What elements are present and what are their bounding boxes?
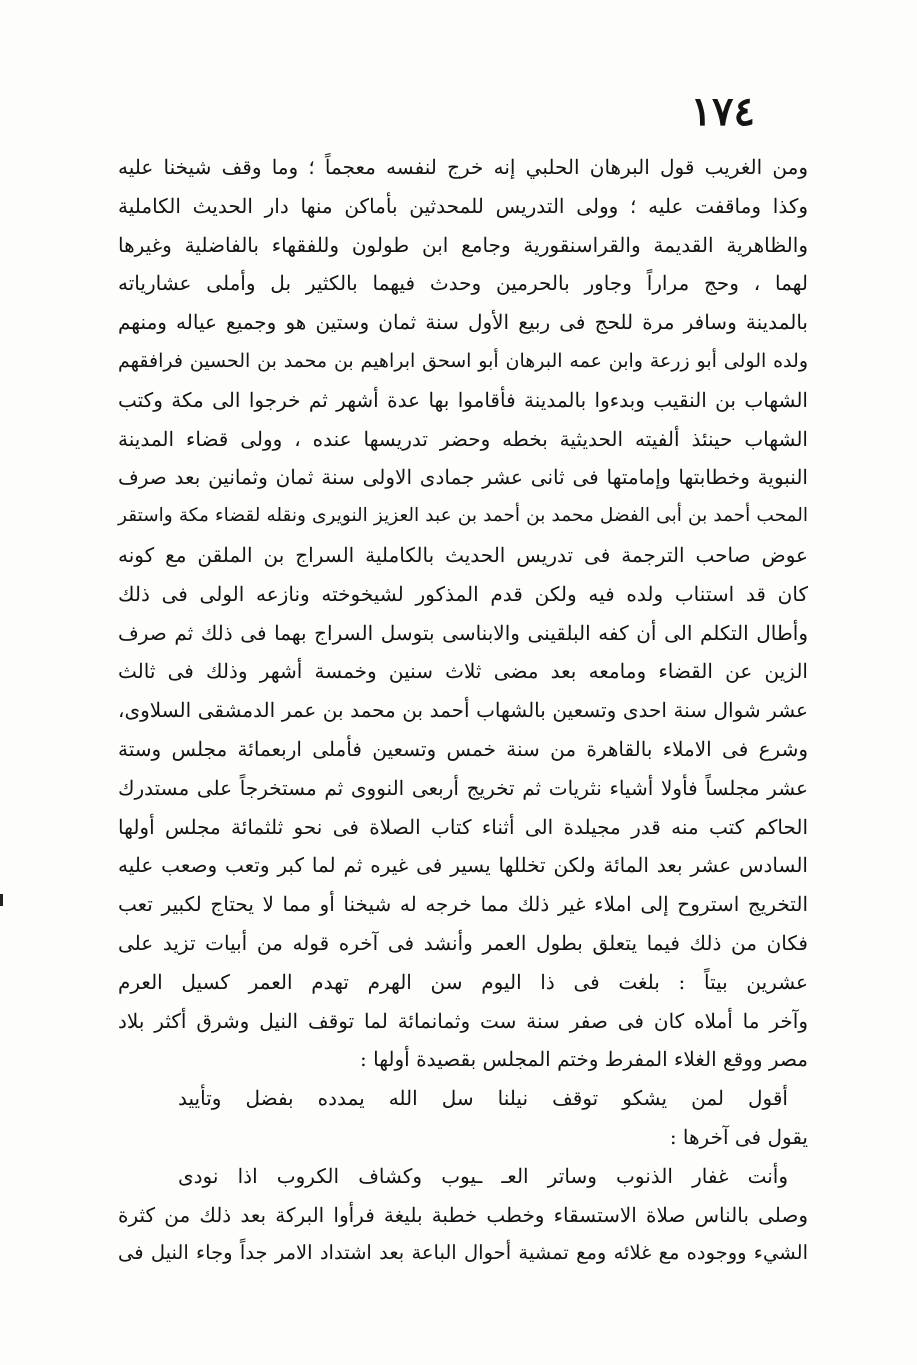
text-line: الشهاب حينئذ ألفيته الحديثية بخطه وحضر تدريسها عنده ، وولى قضاء المدينة [118, 426, 808, 451]
text-line: يقول فى آخرها : [669, 1124, 808, 1149]
text-line: لهما ، وحج مراراً وجاور بالحرمين وحدث فيهما بالكثير بل وأملى عشارياته [118, 271, 808, 296]
poem-verse-line: وأنت غفار الذنوب وساتر العـ ـيوب وكشاف الكروب اذا نودى [178, 1163, 788, 1188]
text-line: عوض صاحب الترجمة فى تدريس الحديث بالكاملية السراج بن الملقن مع كونه [118, 542, 808, 567]
poem-verse-line: أقول لمن يشكو توقف نيلنا سل الله يمدده بفضل وتأييد [178, 1086, 788, 1111]
text-line: عشر شوال سنة احدى وتسعين بالشهاب أحمد بن محمد بن عمر الدمشقى السلاوى، [118, 698, 808, 723]
text-line: فكان من ذلك فيما يتعلق بطول العمر وأنشد فى آخره قوله من أبيات تزيد على [118, 930, 808, 955]
text-line: عشر مجلساً فأولا أشياء نثريات ثم تخريج أربعى النووى ثم مستخرجاً على مستدرك [118, 775, 808, 800]
text-line: وكذا وماقفت عليه ؛ وولى التدريس للمحدثين بأماكن منها دار الحديث الكاملية [118, 193, 808, 218]
text-line: وأطال التكلم الى أن كفه البلقينى والابناسى بتوسل السراج بهما فى ذلك ثم صرف [118, 620, 808, 645]
page-number: ١٧٤ [690, 88, 755, 135]
text-line: ولده الولى أبو زرعة وابن عمه البرهان أبو اسحق ابراهيم بن محمد بن الحسين فرافقهم [118, 349, 808, 372]
poem-verse-line: عشرين بيتاً : بلغت فى ذا اليوم سن الهرم تهدم العمر كسيل العرم [118, 969, 808, 994]
text-line: الشهاب بن النقيب وبدءوا بالمدينة فأقاموا بها عدة أشهر ثم خرجوا الى مكة وكتب [118, 387, 808, 412]
text-line: السادس عشر بعد المائة ولكن تخللها يسير فى غيره ثم لما كبر وتعب وصعب عليه [118, 853, 808, 878]
text-line: كان قد استناب ولده فيه ولكن قدم المذكور لشيخوخته ونازعه الولى فى ذلك [118, 581, 808, 606]
text-line: مصر ووقع الغلاء المفرط وختم المجلس بقصيدة أولها : [360, 1047, 808, 1072]
text-line: وآخر ما أملاه كان فى صفر سنة ست وثمانمائة لما توقف النيل وشرق أكثر بلاد [118, 1008, 808, 1033]
text-line: الشيء ووجوده مع غلائه ومع تمشية أحوال الباعة بعد اشتداد الامر جداً وجاء النيل فى [118, 1241, 808, 1265]
body-text [118, 148, 808, 1273]
text-line: التخريج استروح إلى املاء غير ذلك مما خرجه له شيخنا أو مما لا يحتاج لكبير تعب [118, 892, 808, 917]
text-line: وصلى بالناس صلاة الاستسقاء وخطب خطبة بليغة فرأوا البركة بعد ذلك من كثرة [118, 1202, 808, 1227]
text-line: المحب أحمد بن أبى الفضل محمد بن أحمد بن عبد العزيز النويرى ونقله لقضاء مكة واستقر [118, 505, 808, 527]
text-line: بالمدينة وسافر مرة للحج فى ربيع الأول سنة ثمان وستين هو وجميع عياله ومنهم [118, 310, 808, 335]
text-line: الزين عن القضاء ومامعه بعد مضى ثلاث سنين وخمسة أشهر وذلك فى ثالث [118, 659, 808, 684]
text-line: الحاكم كتب منه قدر مجيلدة الى أثناء كتاب الصلاة فى نحو ثلثمائة مجلس أولها [118, 814, 808, 839]
text-line: ومن الغريب قول البرهان الحلبي إنه خرج لنفسه معجماً ؛ وما وقف شيخنا عليه [118, 155, 809, 179]
scan-edge-mark [0, 894, 3, 906]
text-line: النبوية وخطابتها وإمامتها فى ثانى عشر جمادى الاولى سنة ثمان وثمانين بعد صرف [118, 465, 808, 490]
text-line: وشرع فى الاملاء بالقاهرة من سنة خمس وتسعين فأملى اربعمائة مجلس وستة [118, 736, 808, 761]
text-line: والظاهرية القديمة والقراسنقورية وجامع ابن طولون وللفقهاء بالفاضلية وغيرها [118, 232, 808, 257]
